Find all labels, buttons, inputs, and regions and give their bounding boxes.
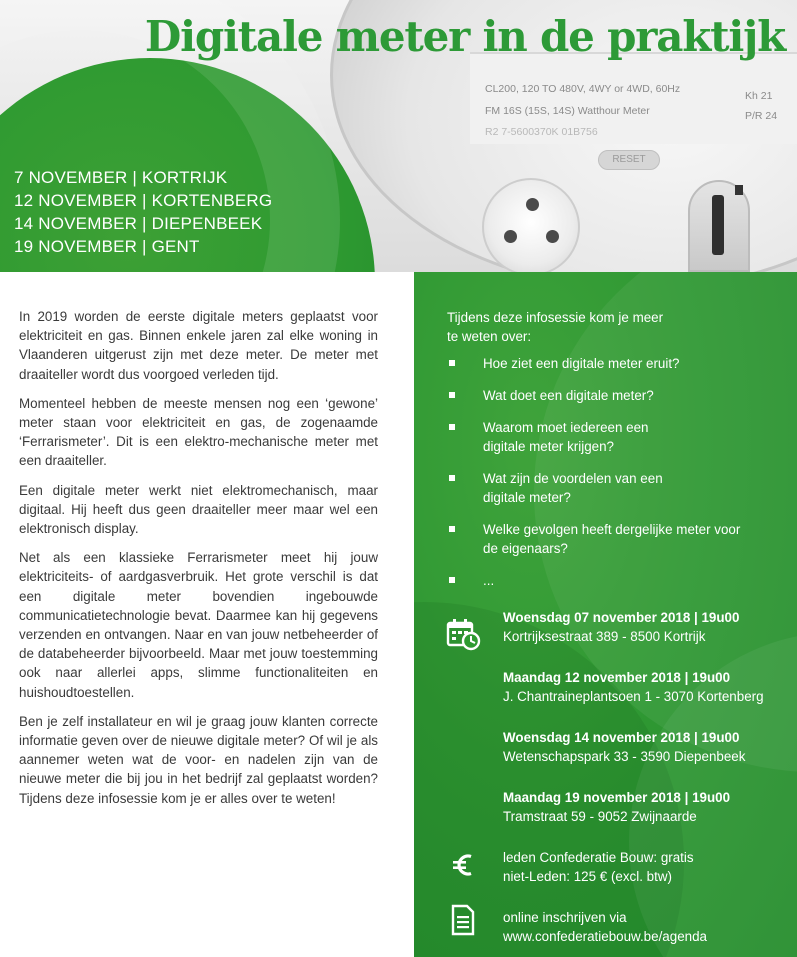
list-item: ... bbox=[447, 571, 787, 590]
registration-link[interactable]: www.confederatiebouw.be/agenda bbox=[503, 929, 707, 944]
square-bullet-icon bbox=[449, 360, 455, 366]
event-date: Woensdag 07 november 2018 | 19u00 bbox=[503, 610, 740, 625]
document-icon bbox=[450, 904, 476, 936]
page-title: Digitale meter in de praktijk bbox=[144, 12, 785, 61]
date-item: 19 NOVEMBER | GENT bbox=[14, 237, 200, 256]
square-bullet-icon bbox=[449, 424, 455, 430]
list-item: Waarom moet iedereen een digitale meter krijgen? bbox=[447, 418, 692, 456]
event-date: Woensdag 14 november 2018 | 19u00 bbox=[503, 730, 740, 745]
meter-spec-line-2: FM 16S (15S, 14S) Watthour Meter bbox=[485, 105, 650, 117]
calendar-clock-icon bbox=[446, 618, 482, 652]
square-bullet-icon bbox=[449, 526, 455, 532]
paragraph: In 2019 worden de eerste digitale meters geplaatst voor elektriciteit en gas. Binnen enkele jaren zal elke woning in Vlaanderen uitgerust zijn met deze meter. De meter met draaiteller wordt dus voorgoed verleden tijd. bbox=[19, 309, 378, 382]
meter-spec-right-1: Kh 21 bbox=[745, 90, 773, 102]
event-item bbox=[503, 668, 764, 706]
date-item: 12 NOVEMBER | KORTENBERG bbox=[14, 191, 273, 210]
list-item: Hoe ziet een digitale meter eruit? bbox=[447, 354, 787, 373]
meter-spec-line-3: R2 7-5600370K 01B756 bbox=[485, 126, 598, 138]
body-text bbox=[19, 307, 378, 818]
meter-spec-right-2: P/R 24 bbox=[745, 110, 778, 122]
event-address: Tramstraat 59 - 9052 Zwijnaarde bbox=[503, 809, 697, 824]
date-item: 7 NOVEMBER | KORTRIJK bbox=[14, 168, 228, 187]
square-bullet-icon bbox=[449, 392, 455, 398]
event-date: Maandag 19 november 2018 | 19u00 bbox=[503, 790, 731, 805]
event-item bbox=[503, 608, 739, 646]
registration-info: online inschrijven via www.confederatiebouw.be/agenda bbox=[503, 910, 707, 944]
meter-spec-line-1: CL200, 120 TO 480V, 4WY or 4WD, 60Hz bbox=[485, 83, 681, 95]
paragraph: Een digitale meter werkt niet elektromechanisch, maar digitaal. Hij heeft dus geen draaiteller meer maar wel een elektronisch display. bbox=[19, 482, 378, 537]
panel-intro: Tijdens deze infosessie kom je meer te weten over: bbox=[447, 310, 664, 344]
event-address: J. Chantraineplantsoen 1 - 3070 Kortenberg bbox=[503, 689, 764, 704]
date-item: 14 NOVEMBER | DIEPENBEEK bbox=[14, 214, 263, 233]
price-info: leden Confederatie Bouw: gratis niet-Leden: 125 € (excl. btw) bbox=[503, 850, 694, 884]
paragraph: Ben je zelf installateur en wil je graag jouw klanten correcte informatie geven over de nieuwe digitale meter? Of wil je als aannemer weten wat de voor- en nadelen zijn van de nieuwe meter die bij jou in het bedrijf zal geplaatst worden? Tijdens deze infosessie kom je er alles over te weten! bbox=[19, 713, 378, 806]
list-item: Wat doet een digitale meter? bbox=[447, 386, 707, 405]
list-item: Wat zijn de voordelen van een digitale meter? bbox=[447, 469, 707, 507]
meter-reset-label: RESET bbox=[598, 150, 660, 170]
meter-lock-key bbox=[712, 195, 724, 255]
euro-icon bbox=[452, 852, 474, 878]
question-list bbox=[447, 354, 787, 603]
paragraph: Net als een klassieke Ferrarismeter meet hij jouw elektriciteits- of aardgasverbruik. Het grote verschil is dat een digitale meter bovendien ingebouwde communicatietechnologie bevat. Daarmee kan hij gegevens verzenden en ontvangen. Naar en van jouw netbeheerder of de databeheerder bijvoorbeeld. Maar met jouw toestemming ook naar allerlei apps, slimme functionaliteiten en huishoudtoestellen. bbox=[19, 550, 378, 700]
event-address: Kortrijksestraat 389 - 8500 Kortrijk bbox=[503, 629, 706, 644]
square-bullet-icon bbox=[449, 475, 455, 481]
event-date: Maandag 12 november 2018 | 19u00 bbox=[503, 670, 731, 685]
info-panel bbox=[414, 272, 797, 957]
meter-lock-knob bbox=[735, 185, 743, 195]
paragraph: Momenteel hebben de meeste mensen nog een ‘gewone’ meter staan voor elektriciteit en gas, de zogenaamde ‘Ferrarismeter’. Dit is een elektro-mechanische meter met een draaiteller. bbox=[19, 395, 378, 469]
dates-list bbox=[14, 166, 272, 258]
list-item: Welke gevolgen heeft dergelijke meter voor de eigenaars? bbox=[447, 520, 747, 558]
square-bullet-icon bbox=[449, 577, 455, 583]
meter-socket bbox=[482, 178, 580, 272]
event-address: Wetenschapspark 33 - 3590 Diepenbeek bbox=[503, 749, 746, 764]
event-item bbox=[503, 788, 730, 826]
event-item bbox=[503, 728, 745, 766]
